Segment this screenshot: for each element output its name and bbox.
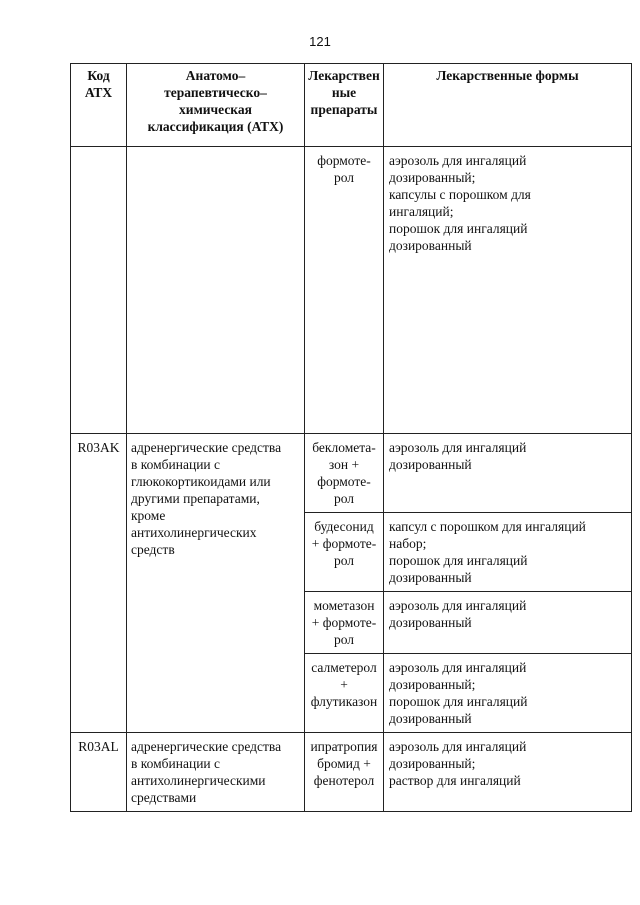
table-header-row: [71, 64, 632, 147]
cell-drug: ипратропия бромид + фенотерол: [305, 733, 384, 812]
cell-classification: [127, 147, 305, 434]
page-number: 121: [309, 34, 331, 49]
cell-drug: салметерол + флутиказон: [305, 654, 384, 733]
cell-code: [71, 147, 127, 434]
cell-forms: аэрозоль для ингаляций дозированный: [384, 592, 632, 654]
cell-classification: адренергические средства в комбинации с глюкокортикоидами или другими препаратами, кроме антихолинергических средств: [127, 434, 305, 733]
table-row: [71, 434, 632, 513]
cell-forms: аэрозоль для ингаляций дозированный; порошок для ингаляций дозированный: [384, 654, 632, 733]
cell-forms: аэрозоль для ингаляций дозированный; капсулы с порошком для ингаляций; порошок для ингаляций дозированный: [384, 147, 632, 434]
cell-drug: формоте- рол: [305, 147, 384, 434]
cell-classification: адренергические средства в комбинации с антихолинергическими средствами: [127, 733, 305, 812]
header-forms: Лекарственные формы: [384, 64, 632, 147]
header-code: Код АТХ: [71, 64, 127, 147]
cell-forms: капсул с порошком для ингаляций набор; порошок для ингаляций дозированный: [384, 513, 632, 592]
cell-code: R03AK: [71, 434, 127, 733]
cell-drug: мометазон + формоте- рол: [305, 592, 384, 654]
cell-code: R03AL: [71, 733, 127, 812]
atx-table: [70, 63, 632, 812]
cell-forms: аэрозоль для ингаляций дозированный; раствор для ингаляций: [384, 733, 632, 812]
cell-drug: бекломета- зон + формоте- рол: [305, 434, 384, 513]
table-row: [71, 147, 632, 434]
header-drugs: Лекарствен ные препараты: [305, 64, 384, 147]
cell-drug: будесонид + формоте- рол: [305, 513, 384, 592]
cell-forms: аэрозоль для ингаляций дозированный: [384, 434, 632, 513]
header-classification: Анатомо– терапевтическо– химическая классификация (АТХ): [127, 64, 305, 147]
table-row: [71, 733, 632, 812]
